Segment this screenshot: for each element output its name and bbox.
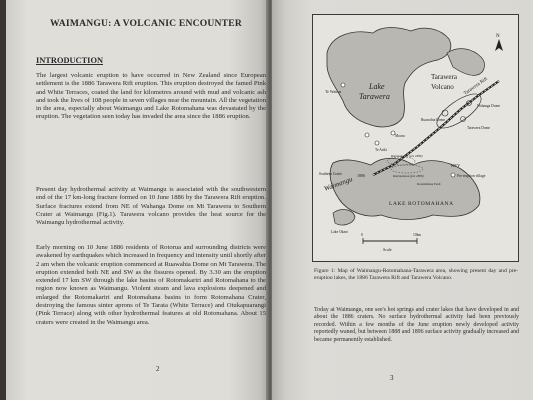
map-label-scale-zero: 0 — [361, 233, 363, 237]
today-paragraph: Today at Waimangu, one see's hot springs and crater lakes that have developed in and about the 1886 craters. No surface hydrothermal activity had been previously recorded. Within a few months of the June eruption newly developed activity reportedly waned, but between 1888 and 1896 surface activity gradually increased and became permanently established. — [314, 307, 519, 343]
page-title: WAIMANGU: A VOLCANIC ENCOUNTER — [50, 18, 242, 29]
map-label-1886: 1886 — [357, 173, 365, 178]
map-label-north: N — [496, 34, 500, 39]
map-label-tarawera-volcano-1: Tarawera — [431, 73, 457, 81]
section-heading: INTRODUCTION — [36, 56, 104, 65]
map-label-tarawera-rift: Tarawera Rift — [463, 76, 489, 97]
page-number-right: 3 — [390, 374, 394, 382]
map-drawing — [313, 15, 518, 261]
intro-paragraph: The largest volcanic eruption to have occurred in New Zealand since European settlement is the 1886 Tarawera Rift eruption. This eruption destroyed the famed Pink and White Terraces, coated the land for kilometres around with mud and volcanic ash and took the lives of 108 people in seven villages near the mountain. All the vegetation in the area, especially about Waimangu and Lake Rotomahana was devastated by the eruption. The vegetation seen today has invaded the area since the 1886 eruption. — [36, 72, 266, 121]
map-label-lake-okaro: Lake Okaro — [331, 230, 349, 234]
village-marker-te-wairoa — [341, 83, 345, 87]
map-label-tarawera: Tarawera — [359, 92, 390, 101]
figure-map — [312, 14, 519, 262]
page-number-left: 2 — [156, 365, 160, 373]
map-label-southern-crater: Southern Crater — [319, 172, 342, 176]
map-label-te-wairoa: Te Wairoa — [325, 89, 342, 94]
map-label-scale: Scale — [383, 247, 392, 252]
map-label-rotomahana-old: Rotomahana (pre 1886) — [393, 174, 424, 178]
map-label-key: KEY — [451, 163, 461, 168]
right-page — [272, 0, 533, 400]
village-marker-te-ariki — [375, 141, 379, 145]
map-label-moura: Moura — [395, 134, 405, 138]
map-label-tarawera-dome: Tarawera Dome — [467, 126, 490, 130]
map-label-lake-rotomahana: LAKE ROTOMAHANA — [389, 201, 454, 207]
map-label-rotomahana-fault: Rotomahana Fault — [417, 182, 441, 186]
map-label-waimangu: Waimangu — [322, 175, 354, 193]
village-marker-tetarata — [365, 133, 369, 137]
left-page — [6, 0, 268, 400]
map-label-scale-end: 10km — [413, 233, 422, 237]
map-label-wahanga-dome: Wahanga Dome — [477, 104, 500, 108]
map-label-ruawahia-dome: Ruawahia Dome — [421, 118, 446, 122]
map-label-te-ariki: Te Ariki — [375, 148, 387, 152]
map-label-tarawera-volcano-2: Volcano — [431, 83, 454, 91]
key-village-marker — [451, 173, 455, 177]
eruption-paragraph: Early morning on 10 June 1886 residents of Rotorua and surrounding districts were awakened by earthquakes which increased in frequency and intensity until shortly after 2 am when the volcanic eruption commenced at Ruawahia Dome on Mt Tarawera. The eruption extended both NE and SW as the fissures opened. By 3.30 am the eruption extended 17 km SW through the lake basins of Rotomakariri and Rotomahana to the region now known as Waimangu. Violent steam and lava explosions deepened and enlarged the Rotomakariri and Rotomahana basins to form Rotomahana Crater, destroying the famous sinter aprons of Te Tarata (White Terrace) and Otukapuarangi (Pink Terrace) along with other hydrothermal features at old Rotomahana. About 15 craters were created in the Waimangu area. — [36, 244, 266, 326]
map-label-rotomakariri: Rotomakariri (pre 1886) — [391, 154, 423, 158]
hydrothermal-paragraph: Present day hydrothermal activity at Waimangu is associated with the southwestern end of the 17 km-long fracture formed on 10 June 1886 by the Tarawera Rift eruption. Surface fractures extend from NE of Wahanga Dome on Mt Tarawera to Southern Crater at Waimangu (Fig.1). Tarawera volcano provides the heat source for the Waimangu hydrothermal activity. — [36, 186, 266, 227]
figure-caption: Figure 1: Map of Waimangu-Rotomahana-Tarawera area, showing present day and pre-eruption lakes, the 1886 Tarawera Rift and Tarawera Volcano. — [314, 268, 518, 281]
map-label-key-item: Pre eruption village — [457, 174, 486, 178]
map-label-lake: Lake — [369, 82, 385, 91]
